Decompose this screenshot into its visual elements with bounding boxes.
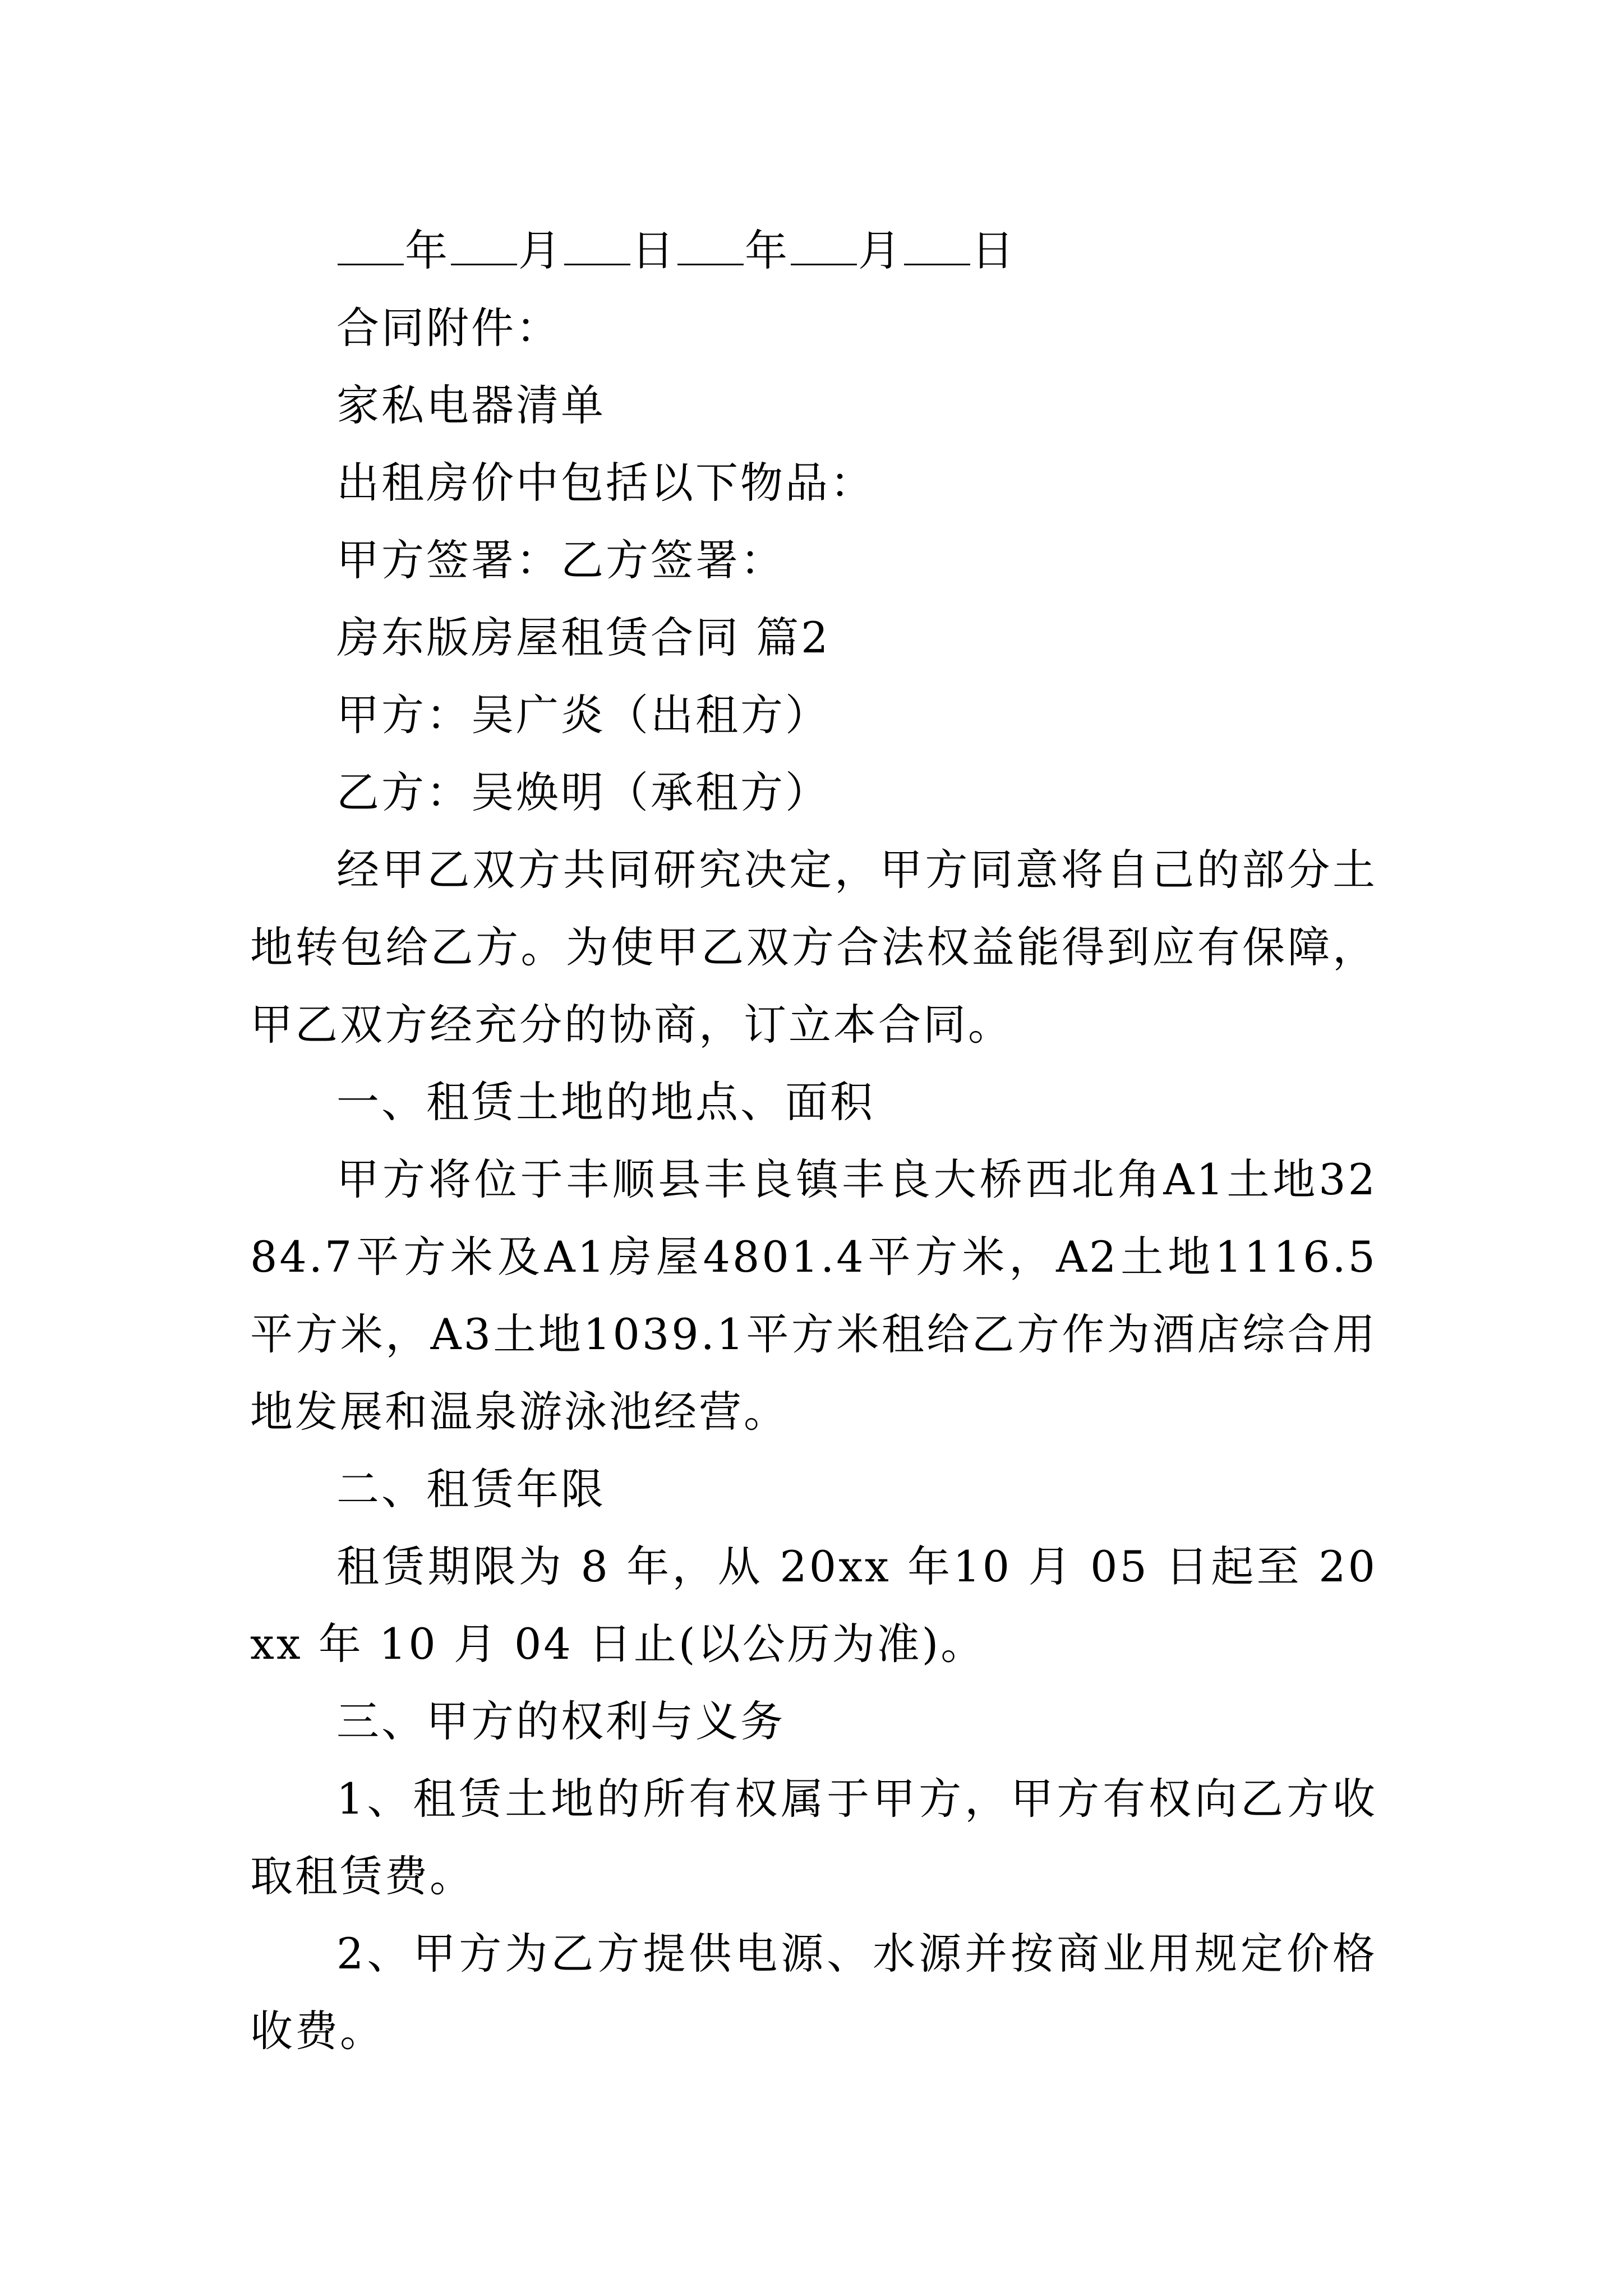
- month-label-2: 月: [858, 226, 903, 275]
- furniture-list-title: 家私电器清单: [336, 380, 606, 430]
- party-a-line: 甲方：吴广炎（出租方）: [336, 690, 830, 740]
- year-blank: [338, 230, 404, 265]
- section-1-heading: 一、租赁土地的地点、面积: [336, 1077, 875, 1127]
- contract-title: 房东版房屋租赁合同 篇2: [336, 613, 831, 662]
- month-blank: [451, 230, 517, 265]
- day-blank: [564, 230, 630, 265]
- section-1-body: 甲方将位于丰顺县丰良镇丰良大桥西北角A1土地3284.7平方米及A1房屋4801.4平方米，A2土地1116.5平方米，A3土地1039.1平方米租给乙方作为酒店综合用地发展和温泉游泳池经营。: [250, 1154, 1377, 1437]
- month-label: 月: [518, 226, 563, 275]
- party-b-line: 乙方：吴焕明（承租方）: [336, 767, 830, 817]
- signature-line: 甲方签署：乙方签署：: [336, 535, 785, 585]
- day-label-2: 日: [971, 226, 1016, 275]
- year-label-2: 年: [745, 226, 790, 275]
- day-label: 日: [631, 226, 676, 275]
- section-2-heading: 二、租赁年限: [336, 1464, 606, 1514]
- document-body: [250, 212, 1377, 2070]
- signature-date-line: [250, 212, 1377, 289]
- year-blank-2: [677, 230, 744, 265]
- section-3-item-1: 1、租赁土地的所有权属于甲方，甲方有权向乙方收取租赁费。: [250, 1774, 1377, 1901]
- attachment-heading: 合同附件：: [336, 303, 561, 353]
- section-3-item-2: 2、甲方为乙方提供电源、水源并按商业用规定价格收费。: [250, 1929, 1377, 2056]
- section-3-heading: 三、甲方的权利与义务: [336, 1696, 785, 1746]
- section-2-body: 租赁期限为 8 年，从 20xx 年10 月 05 日起至 20xx 年 10 月 04 日止(以公历为准)。: [250, 1542, 1377, 1669]
- included-items-line: 出租房价中包括以下物品：: [336, 458, 875, 508]
- preamble-paragraph: 经甲乙双方共同研究决定，甲方同意将自己的部分土地转包给乙方。为使甲乙双方合法权益能得到应有保障，甲乙双方经充分的协商，订立本合同。: [250, 845, 1377, 1050]
- year-label: 年: [405, 226, 450, 275]
- month-blank-2: [791, 230, 857, 265]
- day-blank-2: [904, 230, 970, 265]
